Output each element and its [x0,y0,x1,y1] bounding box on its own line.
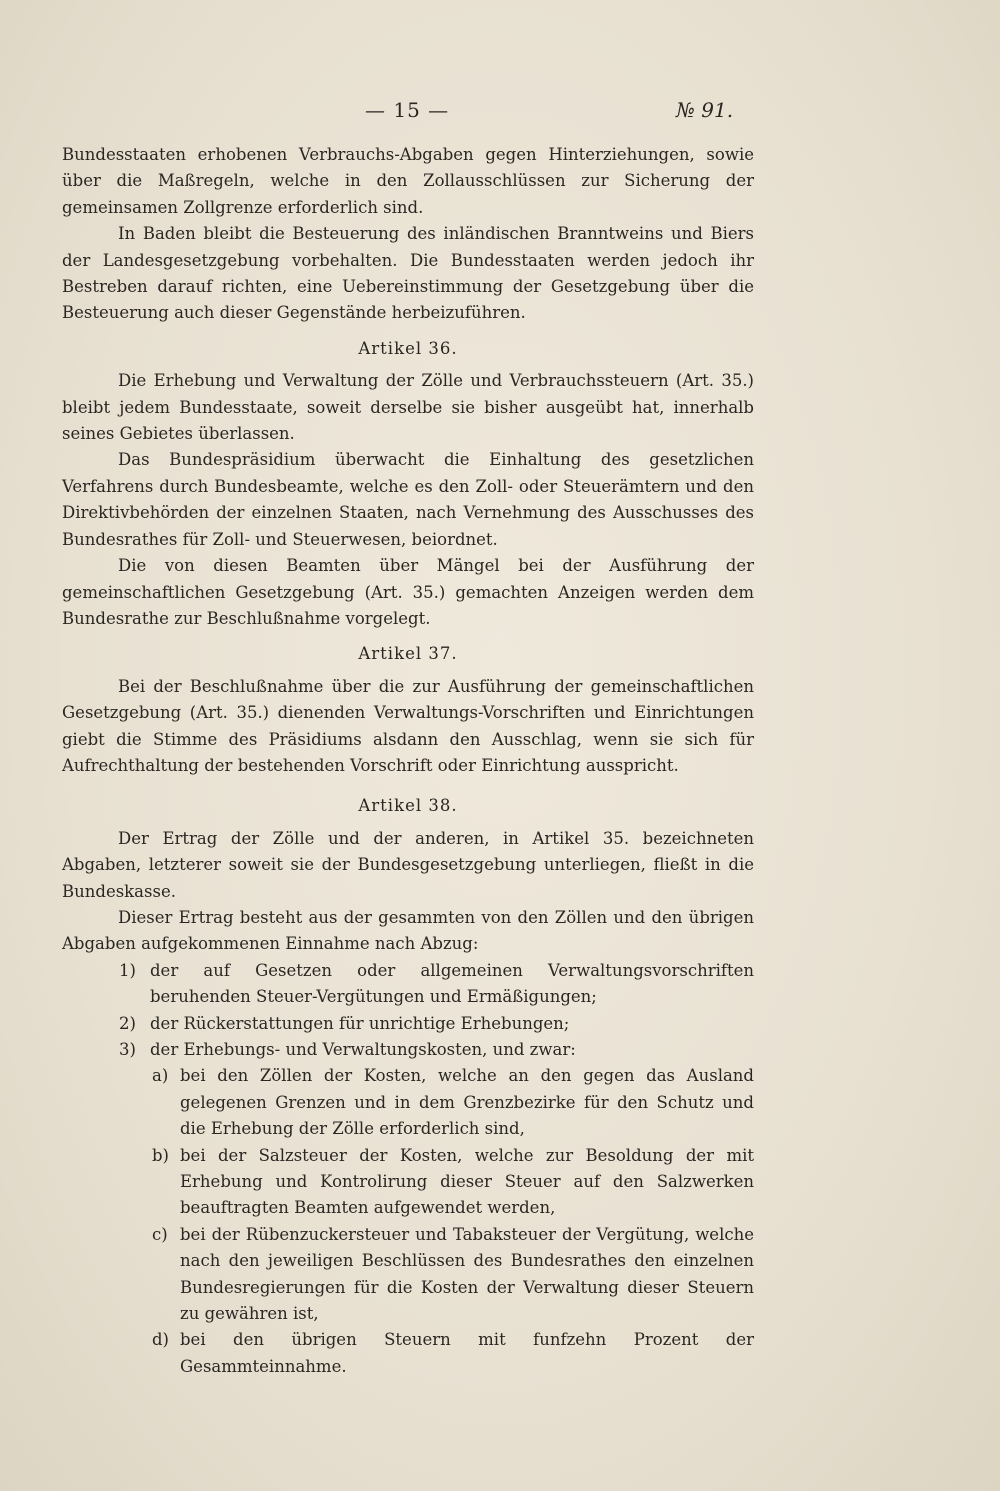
sub-list-item [62,1143,754,1222]
sub-list-item-letter: b) [152,1145,169,1165]
page-header [0,98,1000,130]
paragraph: Die von diesen Beamten über Mängel bei der Ausführung der gemeinschaftlichen Gesetzgebung (Art. 35.) gemachten Anzeigen werden dem Bundesrathe zur Beschlußnahme vorgelegt. [62,556,754,628]
paragraph: Das Bundespräsidium überwacht die Einhaltung des gesetzlichen Verfahrens durch Bundesbeamte, welche es den Zoll- oder Steuerämtern und den Direktivbehörden der einzelnen Staaten, nach Vernehmung des Ausschusses des Bundesrathes für Zoll- und Steuerwesen, beiordnet. [62,450,754,549]
sub-list-item [62,1222,754,1328]
page-number: — 15 — [365,98,450,122]
sub-list-item [62,1327,754,1380]
sub-list-item [62,1063,754,1142]
sub-list-item-letter: c) [152,1224,168,1244]
paragraph: Der Ertrag der Zölle und der anderen, in Artikel 35. bezeichneten Abgaben, letzterer soweit sie der Bundesgesetzgebung unterliegen, fließt in die Bundeskasse. [62,828,754,901]
sub-list-item-text: bei der Rübenzuckersteuer und Tabaksteuer der Vergütung, welche nach den jeweiligen Beschlüssen des Bundesrathes den einzelnen Bundesregierungen für die Kosten der Verwaltung dieser Steuern zu gewähren ist, [180,1224,754,1324]
article-37-heading: Artikel 37. [358,644,458,664]
paragraph: Bundesstaaten erhobenen Verbrauchs-Abgaben gegen Hinterziehungen, sowie über die Maßregeln, welche in den Zollausschlüssen zur Sicherung der gemeinsamen Zollgrenze erforderlich sind. [62,145,754,217]
article-38-heading: Artikel 38. [358,796,458,816]
list-item-text: der Rückerstattungen für unrichtige Erhebungen; [150,1013,570,1033]
list-item [62,1011,754,1037]
list-item-number: 1) [119,960,136,980]
sub-list-item-letter: d) [152,1330,169,1350]
article-36-heading: Artikel 36. [358,338,458,358]
paragraph: Die Erhebung und Verwaltung der Zölle und Verbrauchssteuern (Art. 35.) bleibt jedem Bundesstaate, soweit derselbe sie bisher ausgeübt hat, innerhalb seines Gebietes überlassen. [62,371,754,444]
paragraph: Bei der Beschlußnahme über die zur Ausführung der gemeinschaftlichen Gesetzgebung (Art. 35.) dienenden Verwaltungs-Vorschriften und Einrichtungen giebt die Stimme des Präsidiums alsdann den Ausschlag, wenn sie sich für Aufrechthaltung der bestehenden Vorschrift oder Einrichtung ausspricht. [62,676,754,775]
list-item-text: der auf Gesetzen oder allgemeinen Verwaltungsvorschriften beruhenden Steuer-Vergütungen und Ermäßigungen; [150,960,754,1007]
list-item [62,958,754,1011]
sub-list-item-text: bei der Salzsteuer der Kosten, welche zur Besoldung der mit Erhebung und Kontrolirung dieser Steuer auf den Salzwerken beauftragten Beamten aufgewendet werden, [180,1145,754,1218]
paragraph: In Baden bleibt die Besteuerung des inländischen Branntweins und Biers der Landesgesetzgebung vorbehalten. Die Bundesstaaten werden jedoch ihr Bestreben darauf richten, eine Uebereinstimmung der Gesetzgebung über die Besteuerung auch dieser Gegenstände herbeizuführen. [62,224,754,323]
list-item-number: 3) [119,1040,136,1059]
list-item-text: der Erhebungs- und Verwaltungskosten, und zwar: [150,1040,576,1059]
body-text [62,142,754,1380]
issue-number: № 91. [676,98,734,122]
list-item-number: 2) [119,1013,136,1033]
list-item [62,1037,754,1063]
paragraph: Dieser Ertrag besteht aus der gesammten von den Zöllen und den übrigen Abgaben aufgekommenen Einnahme nach Abzug: [62,907,754,954]
sub-list-item-text: bei den übrigen Steuern mit funfzehn Prozent der Gesammteinnahme. [180,1330,754,1376]
sub-list-item-text: bei den Zöllen der Kosten, welche an den gegen das Ausland gelegenen Grenzen und in dem Grenzbezirke für den Schutz und die Erhebung der Zölle erforderlich sind, [180,1066,754,1139]
sub-list-item-letter: a) [152,1066,169,1086]
